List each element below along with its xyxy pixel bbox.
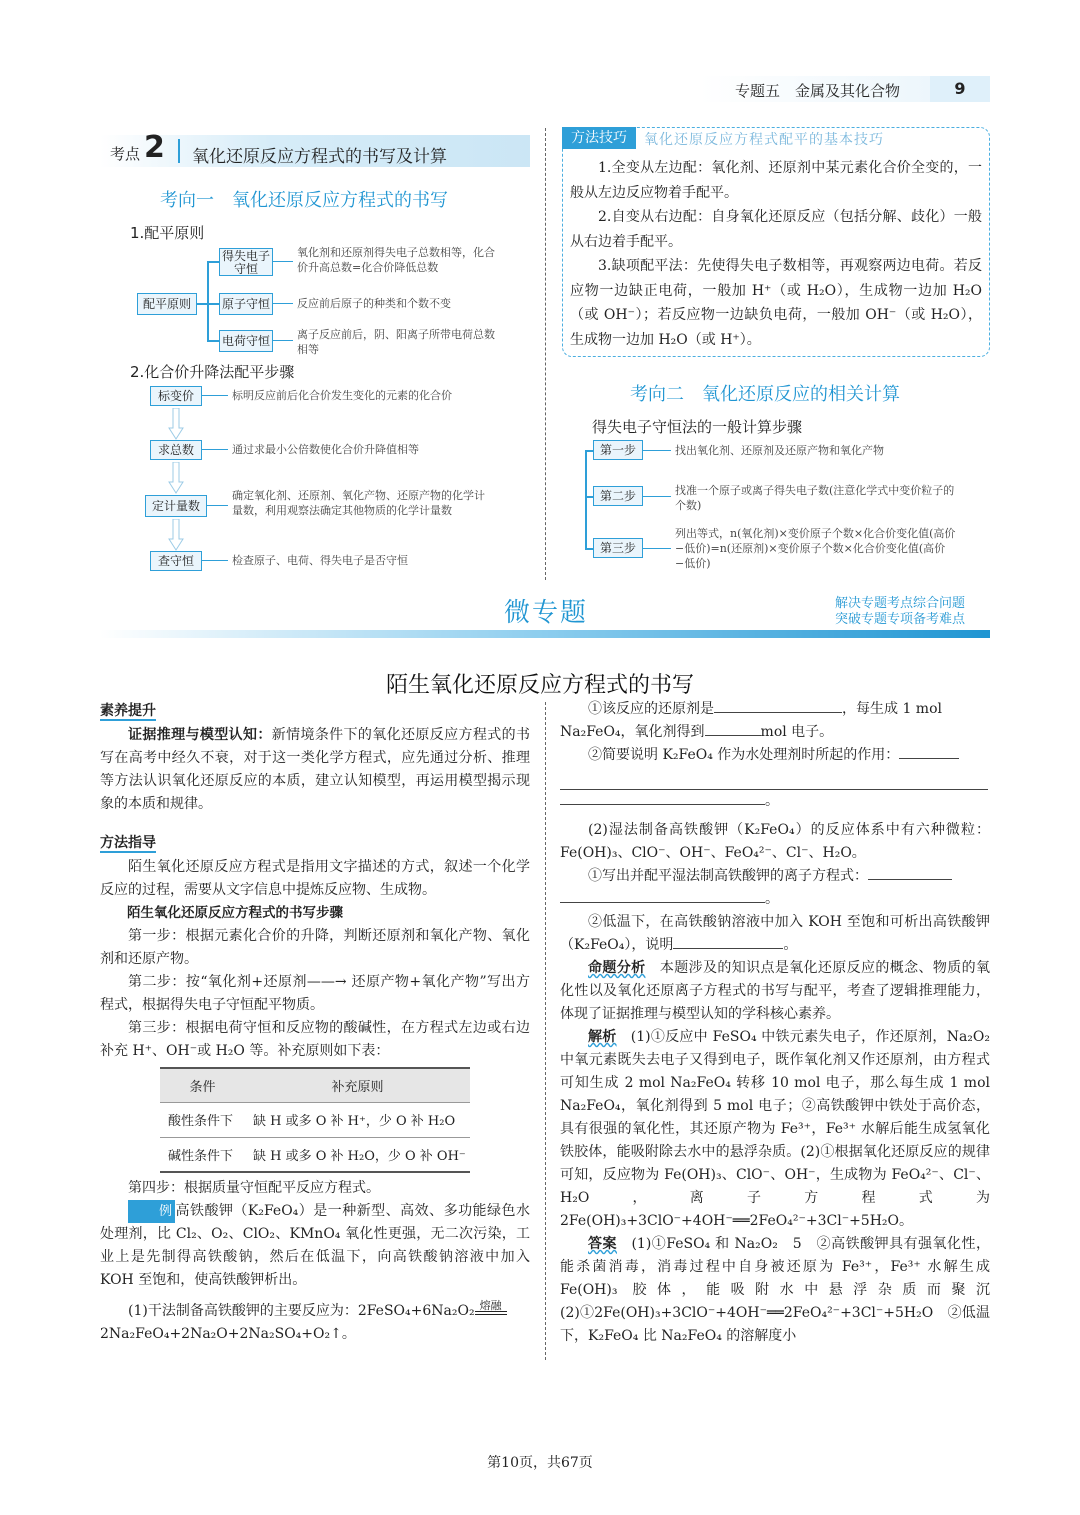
tree-connector	[207, 340, 219, 342]
down-arrow-icon	[168, 408, 184, 440]
step-check-conservation-desc: 检查原子、电荷、得失电子是否守恒	[232, 554, 408, 567]
tree-connector	[207, 261, 209, 341]
step-check-conservation: 查守恒	[150, 551, 202, 571]
kaodian-separator	[178, 139, 180, 163]
example-paragraph	[100, 1200, 530, 1292]
analysis-text: 本题涉及的知识点是氧化还原反应的概念、物质的氧化性以及氧化还原离子方程式的书写与配平，考查了逻辑推理能力，体现了证据推理与模型认知的学科核心素养。	[560, 960, 991, 1022]
header-page-number: 9	[930, 76, 990, 102]
step-four: 第四步：根据质量守恒配平反应方程式。	[128, 1180, 380, 1196]
method-point-3: 3.缺项配平法：先使得失电子数相等，再观察两边电荷。若反应物一边缺正电荷，一般加 H⁺（或 H₂O），生成物一边加 H₂O（或 OH⁻）；若反应物一边缺负电荷，一般加 OH⁻（或 H₂O），生成物一边加 H₂O（或 H⁺）。	[570, 258, 982, 348]
tag-literacy: 素养提升	[100, 703, 156, 719]
method-point-1: 1.全变从左边配：氧化剂、还原剂中某元素化合价全变的，一般从左边反应物着手配平。	[570, 160, 982, 201]
tree-connector	[207, 303, 219, 305]
q2-line	[560, 744, 990, 767]
answer-blank[interactable]	[899, 745, 959, 759]
example-tag: 例	[128, 1200, 175, 1223]
method-body	[570, 156, 982, 352]
balance-principle-heading: 1.配平原则	[130, 224, 205, 242]
table-cell: 碱性条件下	[160, 1137, 245, 1172]
question-1-text: (1)干法制备高铁酸钾的主要反应为：2FeSO₄+6Na₂O₂	[128, 1303, 475, 1319]
table-row	[160, 1102, 470, 1137]
answer-line[interactable]	[560, 767, 988, 790]
calc-step-1: 第一步	[593, 440, 643, 460]
answer-blank[interactable]	[673, 935, 783, 949]
step-one: 第一步：根据元素化合价的升降，判断还原剂和氧化产物、氧化剂和还原产物。	[100, 928, 530, 967]
q1-text-3: Na₂FeO₄，氧化剂得到	[560, 724, 705, 740]
answer-blank[interactable]	[560, 791, 765, 805]
step-connector	[202, 449, 228, 450]
tree-connector	[273, 261, 293, 262]
method-point-2: 2.自变从右边配：自身氧化还原反应（包括分解、歧化）一般从右边着手配平。	[570, 209, 982, 250]
calc-spine	[585, 450, 587, 548]
node-atom-conservation: 原子守恒	[219, 293, 273, 315]
step-two: 第二步：按“氧化剂+还原剂——→ 还原产物+氧化产物”写出方程式，根据得失电子守恒配平物质。	[100, 974, 530, 1013]
micro-topic-band	[100, 630, 990, 638]
column-divider	[545, 702, 546, 1360]
calc-steps-heading: 得失电子守恒法的一般计算步骤	[592, 418, 803, 436]
method-title: 氧化还原反应方程式配平的基本技巧	[644, 132, 884, 148]
step-connector	[202, 560, 228, 561]
column-divider	[545, 128, 546, 580]
calc-connector	[585, 450, 593, 452]
micro-topic-line1: 解决专题考点综合问题	[835, 596, 966, 611]
explanation-tag: 解析	[588, 1029, 617, 1045]
calc-step-1-desc: 找出氧化剂、还原剂及还原产物和氧化产物	[675, 444, 884, 457]
step-set-coefficients: 定计量数	[145, 495, 207, 517]
micro-topic-title: 微专题	[504, 598, 589, 628]
answer-blank[interactable]	[560, 889, 765, 903]
charge-conservation-desc: 离子反应前后，阴、阳离子所带电荷总数相等	[297, 328, 495, 356]
root-node: 配平原则	[137, 293, 197, 315]
calc-connector	[643, 450, 671, 451]
answer-paragraph	[560, 1233, 1004, 1348]
q1-text: ①该反应的还原剂是	[588, 701, 714, 717]
tree-connector	[207, 261, 219, 263]
q4-text: ①写出并配平湿法制高铁酸钾的离子方程式：	[588, 868, 868, 884]
reaction-condition: 熔融	[479, 1299, 502, 1312]
explanation-text: (1)①反应中 FeSO₄ 中铁元素失电子，作还原剂，Na₂O₂ 中氧元素既失去电子又得到电子，既作氧化剂又作还原剂，由方程式可知生成 2 mol Na₂FeO₄ 转移 10 mol 电子，那么每生成 1 mol Na₂FeO₄，氧化剂得到 5 mol 电子；②高铁酸钾中铁处于高价态，具有很强的氧化性，其还原产物为 Fe³⁺，Fe³⁺ 水解后能生成氢氧化铁胶体，能吸附除去水中的悬浮杂质。(2)①根据氧化还原反应的规律可知，反应物为 Fe(OH)₃、ClO⁻、OH⁻，生成物为 FeO₄²⁻、Cl⁻、H₂O，离子方程式为 2Fe(OH)₃+3ClO⁻+4OH⁻══2FeO₄²⁻+3Cl⁻+5H₂O。	[560, 1029, 990, 1229]
node-charge-conservation: 电荷守恒	[219, 330, 273, 352]
step-find-total: 求总数	[150, 440, 202, 460]
q5-line: ②低温下，在高铁酸钠溶液中加入 KOH 至饱和可析出高铁酸钾（K₂FeO₄），说明 。	[560, 914, 990, 953]
example-text: 高铁酸钾（K₂FeO₄）是一种新型、高效、多功能绿色水处理剂，比 Cl₂、O₂、ClO₂、KMnO₄ 氧化性更强，无二次污染，工业上是先制得高铁酸钠，然后在低温下，向高铁酸钠溶液中加入 KOH 至饱和，使高铁酸钾析出。	[100, 1203, 530, 1288]
answer-line-end: 。	[560, 790, 990, 813]
right-column	[560, 698, 1004, 1348]
step-find-total-desc: 通过求最小公倍数使化合价升降值相等	[232, 443, 419, 456]
calc-connector	[643, 496, 671, 497]
node-electron-conservation: 得失电子守恒	[219, 248, 273, 276]
page-footer: 第10页，共67页	[487, 1455, 593, 1471]
calc-step-3: 第三步	[593, 538, 643, 558]
step-set-coefficients-desc: 确定氧化剂、还原剂、氧化产物、还原产物的化学计量数，利用观察法确定其他物质的化学计量数	[232, 489, 485, 517]
answer-blank[interactable]	[714, 699, 842, 713]
answer-blank[interactable]	[868, 866, 952, 880]
table-header-condition: 条件	[160, 1068, 245, 1102]
guide-paragraph: 陌生氧化还原反应方程式是指用文字描述的方式，叙述一个化学反应的过程，需要从文字信息中提炼反应物、生成物。	[100, 859, 530, 898]
header-section: 专题五 金属及其化合物	[735, 82, 901, 100]
table-header-principle: 补充原则	[245, 1068, 470, 1102]
supplement-table	[160, 1067, 470, 1173]
main-title: 陌生氧化还原反应方程式的书写	[385, 673, 694, 698]
tree-connector	[197, 303, 207, 305]
answer-tag: 答案	[588, 1236, 617, 1252]
calc-step-2-desc: 找准一个原子或离子得失电子数(注意化学式中变价粒子的个数)	[675, 484, 955, 512]
calc-connector	[585, 496, 593, 498]
analysis-paragraph	[560, 957, 990, 1026]
question-1-equation: 2Na₂FeO₄+2Na₂O+2Na₂SO₄+O₂↑。	[100, 1326, 356, 1342]
method-tag: 方法技巧	[562, 127, 636, 149]
answer-blank[interactable]	[705, 722, 761, 736]
q4-line	[560, 865, 990, 888]
atom-conservation-desc: 反应前后原子的种类和个数不变	[297, 297, 451, 310]
kaodian-title: 氧化还原反应方程式的书写及计算	[192, 147, 447, 167]
q1-text-4: mol 电子。	[760, 724, 834, 740]
q1-line-2	[560, 721, 990, 744]
table-row	[160, 1137, 470, 1172]
micro-topic-line2: 突破专题专项备考难点	[835, 612, 966, 627]
calc-step-3-desc: 列出等式，n(氧化剂)×变价原子个数×化合价变化值(高价−低价)=n(还原剂)×变价原子个数×化合价变化值(高价−低价)	[675, 527, 956, 570]
table-cell: 缺 H 或多 O 补 H⁺，少 O 补 H₂O	[245, 1102, 470, 1137]
direction2-title: 考向二 氧化还原反应的相关计算	[630, 384, 900, 405]
step-connector	[207, 505, 228, 506]
step-three: 第三步：根据电荷守恒和反应物的酸碱性，在方程式左边或右边补充 H⁺、OH⁻或 H₂O 等。补充原则如下表：	[100, 1020, 530, 1059]
tree-connector	[273, 340, 293, 341]
step-mark-valence: 标变价	[150, 386, 202, 406]
left-column	[100, 700, 530, 1346]
analysis-tag: 命题分析	[588, 960, 646, 976]
q3-paragraph: (2)湿法制备高铁酸钾（K₂FeO₄）的反应体系中有六种微粒：Fe(OH)₃、ClO⁻、OH⁻、FeO₄²⁻、Cl⁻、H₂O。	[560, 822, 990, 861]
steps-heading: 2.化合价升降法配平步骤	[130, 363, 295, 381]
calc-connector	[585, 548, 593, 550]
answer-text: (1)①FeSO₄ 和 Na₂O₂ 5 ②高铁酸钾具有强氧化性，能杀菌消毒，消毒过程中自身被还原为 Fe³⁺，Fe³⁺ 水解生成 Fe(OH)₃ 胶体，能吸附水中悬浮杂质而聚沉 (2)①2Fe(OH)₃+3ClO⁻+4OH⁻══2FeO₄²⁻+3Cl⁻+5H₂O ②低温下，K₂FeO₄ 比 Na₂FeO₄ 的溶解度小	[560, 1236, 1004, 1344]
down-arrow-icon	[168, 462, 184, 494]
electron-conservation-desc: 氧化剂和还原剂得失电子总数相等，化合价升高总数=化合价降低总数	[297, 246, 495, 274]
explanation-paragraph	[560, 1026, 990, 1233]
q1-line	[560, 698, 990, 721]
calc-step-2: 第二步	[593, 486, 643, 506]
literacy-text: 新情境条件下的氧化还原反应方程式的书写在高考中经久不衰，对于这一类化学方程式，应先通过分析、推理等方法认识氧化还原反应的本质，建立认知模型，再运用模型揭示现象的本质和规律。	[100, 727, 530, 812]
tag-method-guide: 方法指导	[100, 835, 156, 851]
q5-text: ②低温下，在高铁酸钠溶液中加入 KOH 至饱和可析出高铁酸钾（K₂FeO₄），说明	[560, 914, 990, 953]
q1-text-2: ，每生成 1 mol	[842, 701, 942, 717]
literacy-bold: 证据推理与模型认知：	[128, 727, 272, 743]
calc-connector	[643, 548, 671, 549]
question-1	[100, 1300, 530, 1323]
kaodian-label: 考点	[110, 145, 141, 163]
step-mark-valence-desc: 标明反应前后化合价发生变化的元素的化合价	[232, 389, 452, 402]
table-cell: 缺 H 或多 O 补 H₂O，少 O 补 OH⁻	[245, 1137, 470, 1172]
down-arrow-icon	[168, 519, 184, 551]
direction1-title: 考向一 氧化还原反应方程式的书写	[160, 190, 448, 211]
literacy-paragraph	[100, 724, 530, 816]
steps-title: 陌生氧化还原反应方程式的书写步骤	[127, 905, 343, 921]
tree-connector	[273, 303, 293, 304]
answer-line-end: 。	[560, 888, 990, 911]
kaodian-number: 2	[144, 130, 165, 165]
q2-text: ②简要说明 K₂FeO₄ 作为水处理剂时所起的作用：	[588, 747, 900, 763]
table-cell: 酸性条件下	[160, 1102, 245, 1137]
step-connector	[202, 395, 228, 396]
